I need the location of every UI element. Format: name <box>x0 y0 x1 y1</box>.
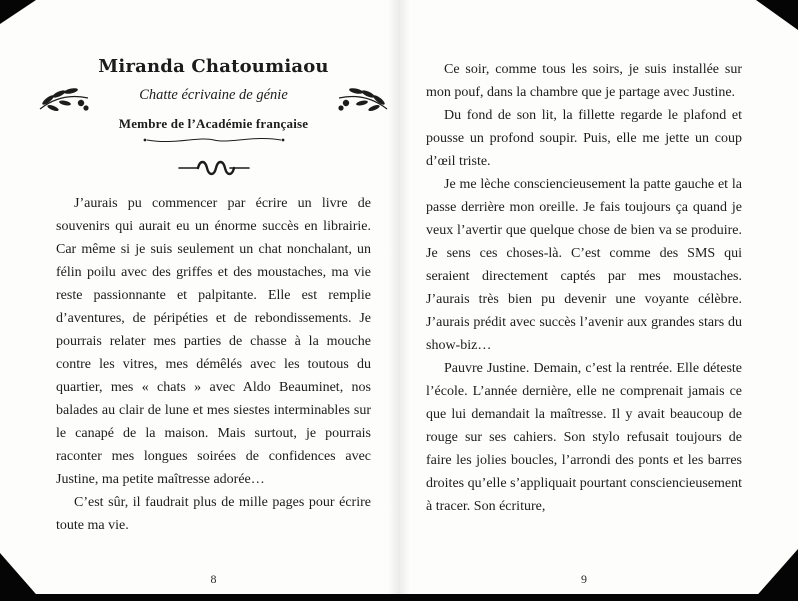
chapter-header <box>56 56 371 176</box>
title-block <box>98 56 328 146</box>
right-page-body <box>426 58 742 518</box>
right-page <box>399 0 798 601</box>
book-title: Miranda Chatoumiaou <box>98 56 329 77</box>
paragraph: Pauvre Justine. Demain, c’est la rentrée. Elle déteste l’école. L’année dernière, elle ne comprenait jamais ce que lui demandait la maîtresse. Il y avait beaucoup de rouge sur ses cahiers. Son stylo refusait toujours de faire les jolies boucles, l’arrondi des ponts et les barres droites qu’elle s’appliquait pourtant consciencieusement à tracer. Son écriture, <box>426 361 742 514</box>
page-corner-shadow <box>752 549 798 601</box>
olive-branch-right-icon <box>335 85 389 117</box>
squiggle-divider-icon <box>56 160 371 176</box>
book-affiliation: Membre de l’Académie française <box>118 116 309 131</box>
paragraph: C’est sûr, il faudrait plus de mille pages pour écrire toute ma vie. <box>56 495 371 533</box>
page-bottom-shadow <box>0 594 798 601</box>
page-corner-shadow <box>756 0 798 30</box>
paragraph: Du fond de son lit, la fillette regarde le plafond et pousse un profond soupir. Puis, elle me jette un coup d’œil triste. <box>426 108 742 169</box>
olive-branch-left-icon <box>38 85 92 117</box>
title-row <box>56 56 371 146</box>
paragraph: J’aurais pu commencer par écrire un livre de souvenirs qui aurait eu un énorme succès en librairie. Car même si je suis seulement un chat nonchalant, un félin poilu avec des griffes et des moustaches, ma vie reste passionnante et palpitante. Elle est remplie d’aventures, de péripéties et de rebondissements. Je pourrais relater mes parties de chasse à la mouche contre les vitres, mes démêlés avec les toutous du quartier, mes « chats » avec Aldo Beauminet, nos balades au clair de lune et mes siestes interminables sur le canapé de la maison. Mais surtout, je pourrais raconter mes longues soirées de confidences avec Justine, ma petite maîtresse adorée… <box>56 196 371 487</box>
page-corner-shadow <box>0 553 42 601</box>
page-corner-shadow <box>0 0 36 24</box>
page-number-left: 8 <box>210 572 217 586</box>
flourish-underline-icon <box>98 134 328 146</box>
paragraph: Ce soir, comme tous les soirs, je suis installée sur mon pouf, dans la chambre que je partage avec Justine. <box>426 62 742 100</box>
left-page-body <box>56 192 371 537</box>
book-subtitle: Chatte écrivaine de génie <box>139 87 288 103</box>
page-number-right: 9 <box>581 572 587 586</box>
paragraph: Je me lèche consciencieusement la patte gauche et la passe derrière mon oreille. Je fais toujours ça quand je veux l’avertir que quelque chose de bien va se produire. Je sens ces choses-là. C’est comme des SMS qui seraient directement captés par mes moustaches. J’aurais très bien pu devenir une voyante célèbre. J’aurais prédit avec succès l’avenir aux grandes stars du show-biz… <box>426 177 742 353</box>
